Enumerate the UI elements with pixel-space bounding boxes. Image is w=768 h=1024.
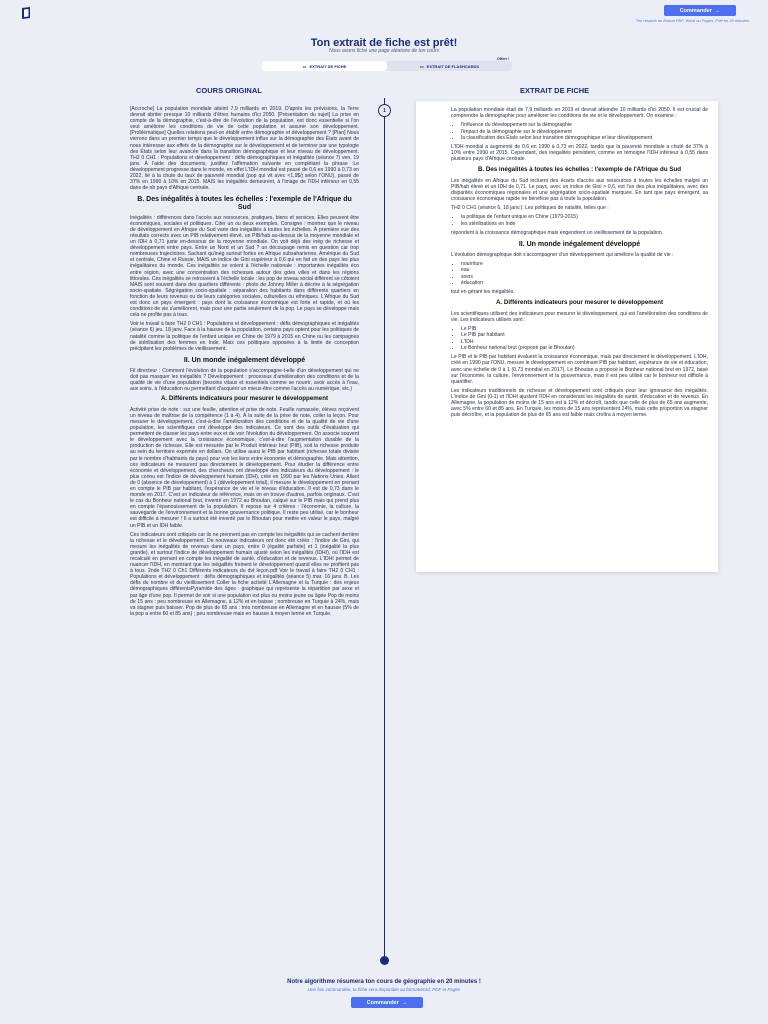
paragraph: L'évolution démographique doit s'accompagner d'un développement qui améliore la qualité de vie :	[451, 252, 674, 258]
list-item: • Le PIB	[461, 326, 708, 332]
column-title-original: COURS ORIGINAL	[196, 86, 262, 95]
bullet-list	[461, 261, 708, 286]
list-item: • Le PIB par habitant	[461, 332, 708, 338]
list-item: • nourriture	[461, 261, 708, 267]
subsection-heading: A. Différents indicateurs pour mesurer le développement	[495, 299, 664, 307]
tab-extrait-fiche[interactable]	[262, 61, 387, 71]
footer-order-button[interactable]	[351, 997, 423, 1008]
tab-bar	[262, 61, 512, 71]
order-button-label: Commander	[366, 999, 399, 1006]
paragraph: Les scientifiques utilisent des indicateurs pour mesurer le développement, qui est l'amélioration des conditions de vie. Les indicateurs utilisés sont :	[451, 310, 708, 323]
order-button[interactable]	[664, 5, 736, 16]
tab-label: EXTRAIT DE FLASHCARDS	[426, 63, 480, 69]
page-title: Ton extrait de fiche est prêt!	[310, 37, 458, 49]
top-bar	[0, 0, 768, 40]
column-title-sheet: EXTRAIT DE FICHE	[520, 86, 590, 95]
list-item: • les stérilisations en Inde	[461, 221, 708, 227]
timeline-marker: 1	[378, 104, 391, 117]
bullet-list	[461, 326, 708, 351]
paragraph: Inégalités : différences dans l'accès aux ressources, pratiques, biens et services. Elles peuvent être économiques, sociales et politiques. Citer un ou deux exemples. Consigne : montrez que le niveau de développement en Afrique du Sud varie des inégalités à toutes les échelles. À première vue des résultats corrects avec un PIB relativement élevé, un PIB/hab au-dessus de la moyenne mondiale et un IDH à 0,71 juste en-dessous de la moyenne mondiale. On voit déjà des inég de richesse et développement entre pays. Entre un Nord et un Sud ? un découpage remis en question car trop nombreuses trajectoires. Sachant qu'inég surtout fortes en Afrique subsaharienne, Amérique du Sud et centrale, Chine et Russie. MAIS un indice de Gini supérieur à 0,6 qui en fait un des pays les plus inégalitaires du monde. Ces inégalités se voient à l'échelle nationale : importantes inégalités éco entre région, avec une concentration des richesses autour des gdes villes et dans les régions littorales. Ces inégalités se retrouvent à l'échelle locale : les pop de niveau social différent se côtoient MAIS sont souvent dans des quartiers différents : photo de Johnny Miller à décrire à la ségrégation socio-spatiale. Ségrégation socio-spatiale : séparation des habitants dans différents quartiers en fonction de leurs revenus ou de leurs catégories sociales, culturelles ou ethniques. L'Afrique du Sud est donc un pays émergent : pays dont la croissance économique est forte et rapide, et où les conditions de vie s'améliorent, mais pour une partie seulement de la pop. Le pays se développe mais cela ne profite pas à tous.	[130, 214, 359, 319]
paragraph: Ces indicateurs sont critiqués car ils ne prennent pas en compte les inégalités qui se cachent derrière la richesse et le développement. De nouveaux indicateurs ont donc été créés : l'indice de Gini, qui mesure les inégalités de revenus dans un pays, entre 0 (égalité parfaite) et 1 (inégalité la plus grande), et surtout l'indice de développement humain ajusté selon les inégalités (IDHI), où l'IDH est recalculé en prenant en compte les inégalité de santé, d'éducation et de revenus. L'IDHI permet de nuancer l'IDH, en montrant que les inégalités freinent le développement quand elles ne profitent pas à tous. 2nde TH2 0 Ch1 Différents indicateurs du dvt leçon.pdf Voir le travail à faire TH2 0 CH1 : Populations et développement : défis démographiques et inégalités (séance 5) mar. 16 janv. B. Les défis du nombre et du vieillissement Coller la fiche activité L'Allemagne et la Turquie : des enjeux démographiques différentsPyramide des âges : graphique qui représente la répartition par sexe et par âge d'une pop. Il permet de voir si une population est plus ou moins jeune ou âgée Pop de moins de 15 ans : peu nombreuse en Allemagne, à 12% et en baisse ; nombreuse en Turquie à 24%, mais va stagner puis baisser. Pop de plus de 65 ans : très nombreuse en Allemagne et en hausse (5% de la pop a entre 60 et 85 ans) ; peu nombreuse mais en hausse à moyen terme en Turquie.	[130, 531, 359, 617]
paragraph: Activité prise de note : sur une feuille, attention et prise de note. Feuille ramassée, élèves reçoivent un niveau de maîtrise de la compétence (1 à 4). À la suite de la prise de note, coller la leçon. Pour mesurer le développement, c'est-à-dire l'amélioration des conditions et de la qualité de vie d'une population, les scientifiques ont développé des indicateurs. Ce sont des outils d'évaluation qui permettent de classer les pays entre eux et de voir l'évolution du développement. On associe souvent le développement avec la croissance économique, c'est-à-dire l'augmentation durable de la production de richesse. Elle est mesurée par le Produit intérieur brut (PIB), soit la richesse produite au sein du territoire exprimée en dollars. On utilise aussi le PIB par habitant (richesse totale divisée par le nombre d'habitants du pays) pour voir les liens entre économie et démographie. Mais attention, ces indicateurs ne mesurent pas directement le développement. Pour étudier la différence entre économie et développement, des chercheurs ont développé des indicateurs du développement : le plus connu est l'indice de développement humain (IDH), créé en 1990 par les Nations Unies. Allant de 0 (absence de développement) à 1 (développement total), il mesure le développement en prenant en compte le PIB par habitant, l'espérance de vie et le niveau d'éducation. Il est de 0,73 dans le monde en 2017. C'est un indicateur de référence, mais on en trouve d'autres, parfois originaux. C'est le cas du Bonheur national brut, inventé en 1972 au Bhoutan, calqué sur le PIB mais qui prend plus en compte l'épanouissement de la population. Il repose sur 4 critères : l'économie, la culture, la sauvegarde de l'environnement et la bonne gouvernance politique. Il reste peu utilisé, car le bonheur est difficile à mesurer ! Il a surtout été inventé par le Bhoutan pour mettre en valeur le pays, malgré un PIB et un IDH faible.	[130, 406, 359, 529]
list-item: • l'influence du développement sur la démographie	[461, 122, 708, 128]
arrow-right-icon: →	[714, 7, 721, 14]
timeline-divider	[384, 98, 385, 960]
paragraph: Fil directeur : Comment l'évolution de la population s'accompagne-t-elle d'un développement qui ne doit pas masquer les inégalités ? Développement : processus d'amélioration des conditions et de la qualité de vie d'une population (besoins vitaux et essentiels comme se nourrir, avoir accès à l'eau, aux soins, à l'éducation ou permettant d'acquérir un mieux-être comme l'accès au numérique, etc.)	[130, 367, 359, 393]
paragraph: Voir le travail à faire TH2 0 CH1 : Populations et développement : défis démographiques et inégalités (séance 6) jeu. 18 janv. Face à la hausse de la population, certains pays optent pour les politiques de natalité comme la politique de l'enfant unique en Chine de 1979 à 2015 en Chine ou les campagnes de stérilisation des femmes en Inde. Mais ces politiques opposées à la limite de conception précipitent les problèmes de vieillissement.	[130, 321, 359, 352]
list-item: • éducation	[461, 280, 708, 286]
section-heading: B. Des inégalités à toutes les échelles : l'exemple de l'Afrique du Sud	[137, 196, 352, 211]
sheet-extract-card	[416, 101, 718, 572]
paragraph: Le PIB et le PIB par habitant évaluent la croissance économique, mais pas directement le développement. L'IDH, créé en 1990 par l'ONU, mesure le développement en combinant PIB par habitant, espérance de vie et éducation, avec une échelle de 0 à 1 (0,73 mondial en 2017). Le Bhoutan a proposé le Bonheur national brut en 1972, basé sur l'économie, la culture, l'environnement et la gouvernance, mais il est peu utilisé car le bonheur est difficile à quantifier.	[451, 354, 708, 385]
tab-extrait-flashcards[interactable]	[387, 61, 512, 71]
arrow-right-icon: →	[401, 999, 408, 1006]
footer-title: Notre algorithme résumera ton cours de géographie en 20 minutes !	[287, 979, 481, 985]
cards-icon: ▭	[419, 63, 424, 69]
list-item: • la politique de l'enfant unique en Chine (1979-2015)	[461, 214, 708, 220]
paragraph: L'IDH mondial a augmenté de 0,6 en 1990 à 0,73 en 2022, tandis que la pauvreté mondiale a chuté de 37% à 10% entre 1990 et 2015. Cependant, des inégalités persistent, comme en témoigne l'IDH inférieur à 0,55 dans plusieurs pays d'Afrique centrale.	[451, 144, 708, 163]
section-heading: II. Un monde inégalement développé	[518, 240, 641, 248]
bullet-list	[461, 122, 708, 141]
tab-label: EXTRAIT DE FICHE	[309, 63, 347, 69]
list-item: • Le Bonheur national brut (proposé par le Bhoutan)	[461, 345, 708, 351]
page-subtitle: Nous avons fiché une page aléatoire de ton cours	[328, 48, 440, 54]
paragraph: La population mondiale était de 7,9 milliards en 2019 et devrait atteindre 10 milliards d'ici 2050. Il est crucial de comprendre la démographie pour améliorer les conditions de vie et le développement. On examine :	[451, 107, 708, 120]
paragraph: répondent à la croissance démographique mais engendrent un vieillissement de la population.	[451, 229, 664, 236]
subsection-heading: A. Différents indicateurs pour mesurer le développement	[160, 395, 329, 403]
document-icon: ▭	[302, 63, 307, 69]
timeline-end-dot	[380, 956, 389, 965]
paragraph: TH2 0 CH1 (séance 6, 18 janv.): Les politiques de natalité, telles que :	[451, 205, 609, 212]
original-course-text	[130, 106, 359, 620]
offer-badge: Offert !	[497, 57, 509, 61]
paragraph: Les inégalités en Afrique du Sud incluent des écarts d'accès aux ressources à toutes les échelles malgré un PIB/hab élevé et un IDH de 0,71. Le pays, avec un indice de Gini > 0,6, est l'un des plus inégalitaires, avec des disparités économiques régionales et une ségrégation socio-spatiale marquée. En tant que pays émergent, sa croissance économique rapide ne bénéficie pas à toute la population.	[451, 177, 708, 203]
bullet-list	[461, 214, 708, 226]
order-subtext: Ton résumé au format PDF, Word ou Pages. Prêt en 20 minutes.	[635, 18, 750, 23]
list-item: • l'impact de la démographie sur le développement	[461, 129, 708, 135]
list-item: • la classification des États selon leur transition démographique et leur développement	[461, 135, 708, 141]
order-button-label: Commander	[679, 7, 712, 14]
paragraph: [Accroche] La population mondiale atteint 7,9 milliards en 2019. D'après les prévisions, la Terre devrait abriter presque 10 milliards d'êtres humains d'ici 2050. [Présentation du sujet] La prise en compte de la démographie, c'est-à-dire de l'évolution de la population, est donc essentielle si l'on veut améliorer les conditions de vie de cette population et assurer son développement. [Problématique] Quelles relations peut-on établir entre démographie et développement ? [Plan] Nous verrons dans un premier temps que le développement influe sur la démographie des États avant de nous intéresser aux effets de la démographie sur le développement et de terminer par une typologie des États selon leur avancée dans la transition démographique et leur niveau de développement. TH2 0 CH1 : Populations et développement : défis démographiques et inégalités (séance 7) ven. 19 janv. À l'aide des documents, justifiez l'affirmation suivante en complétant la phrase :Le développement progresse dans le monde, en effet L'IDH mondial est passé de 0,6 en 1990 à 0,73 en 2022, lié à la chute du taux de pauvreté mondial (pop qui vit avec <1,9$/j selon l'ONU), passé de 37% en 1990 à 10% en 2015. MAIS les inégalités demeurent, à l'image de l'IDH inférieur en 0,55 dans de nb pays d'Afrique centrale.	[130, 106, 359, 192]
section-heading: II. Un monde inégalement développé	[183, 356, 306, 364]
logo-icon[interactable]	[20, 6, 34, 20]
paragraph: Les indicateurs traditionnels de richesse et développement sont critiqués pour leur ignorance des inégalités. L'indice de Gini (0-1) et l'IDHI ajustent l'IDH en considérant les inégalités de santé, d'éducation et de revenus. En Allemagne, la population de moins de 15 ans est à 12% et décroît, tandis que celle de plus de 65 ans augmente, avec 5% entre 60 et 85 ans. En Turquie, les moins de 15 ans représentent 24%, mais cette proportion va stagner puis décroître, et la population de plus de 65 ans est faible mais croîtra à moyen terme.	[451, 387, 708, 419]
list-item: • L'IDH	[461, 339, 708, 345]
footer-subtitle: Une fois commandée, ta fiche sera disponible au formatWord, PDF et Pages	[307, 987, 461, 992]
list-item: • eau	[461, 267, 708, 273]
section-heading: B. Des inégalités à toutes les échelles : l'exemple de l'Afrique du Sud	[477, 166, 682, 174]
paragraph: tout en gérant les inégalités.	[451, 289, 515, 296]
list-item: • soins	[461, 274, 708, 280]
